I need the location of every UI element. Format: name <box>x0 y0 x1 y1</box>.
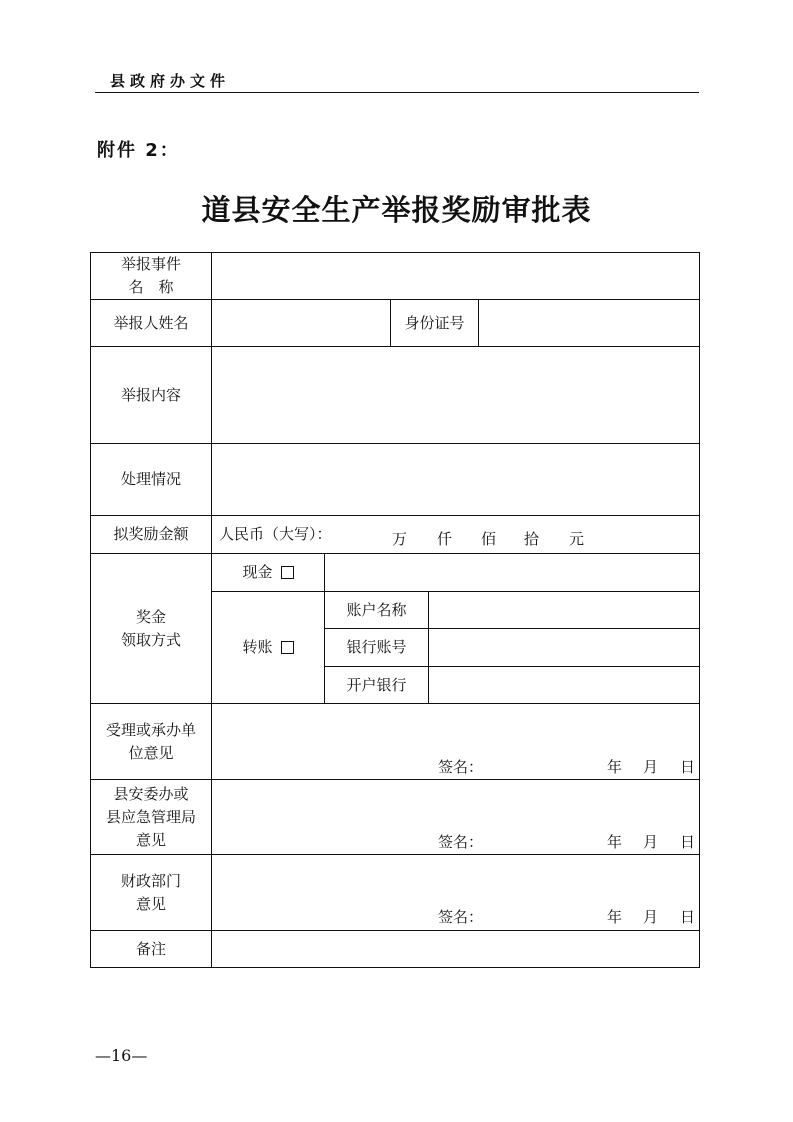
transfer-label: 转账 <box>242 638 273 656</box>
report-content-label: 举报内容 <box>120 385 181 404</box>
acceptance-month: 月 <box>643 758 659 776</box>
finance-label-line1: 财政部门 <box>120 871 181 890</box>
event-name-label-line1: 举报事件 <box>120 255 181 273</box>
method-label <box>91 554 211 703</box>
attachment-label: 附件 2： <box>97 140 180 161</box>
bank-account-label: 银行账号 <box>346 638 407 656</box>
remarks-label: 备注 <box>135 939 166 958</box>
safety-label-line2: 县应急管理局 <box>105 807 196 826</box>
unit-shi: 拾 <box>524 530 540 548</box>
bank-account-field[interactable] <box>429 629 699 666</box>
unit-bai: 佰 <box>481 530 497 548</box>
proposed-amount-label: 拟奖励金额 <box>113 525 189 543</box>
event-name-field[interactable] <box>212 253 699 299</box>
transfer-checkbox[interactable] <box>281 641 294 654</box>
unit-qian: 仟 <box>437 530 453 548</box>
reporter-name-label: 举报人姓名 <box>113 313 189 332</box>
acceptance-sign-label: 签名： <box>438 758 484 776</box>
bank-label: 开户银行 <box>346 675 407 694</box>
unit-yuan: 元 <box>569 530 585 548</box>
finance-year: 年 <box>607 908 623 926</box>
acceptance-day: 日 <box>680 758 696 776</box>
cash-label: 现金 <box>242 563 273 581</box>
acceptance-label-line2: 位意见 <box>128 743 174 762</box>
safety-sign-label: 签名： <box>438 833 484 851</box>
safety-label-line1: 县安委办或 <box>113 784 189 803</box>
page-number: —16— <box>95 1046 148 1065</box>
id-number-field[interactable] <box>479 300 699 346</box>
account-name-label: 账户名称 <box>346 600 407 619</box>
safety-office-opinion-label <box>91 780 211 854</box>
finance-sign-label: 签名： <box>438 908 484 926</box>
event-name-label-line2: 名 称 <box>128 278 174 296</box>
acceptance-year: 年 <box>607 758 623 776</box>
handling-label: 处理情况 <box>120 470 181 488</box>
method-label-line2: 领取方式 <box>120 630 181 649</box>
report-content-field[interactable] <box>212 347 699 443</box>
cash-checkbox[interactable] <box>281 566 294 579</box>
remarks-field[interactable] <box>212 931 699 967</box>
document-header: 县政府办文件 <box>110 72 231 90</box>
method-label-line1: 奖金 <box>135 607 166 626</box>
safety-month: 月 <box>643 833 659 851</box>
finance-day: 日 <box>680 908 696 926</box>
event-name-label <box>91 253 211 299</box>
acceptance-label-line1: 受理或承办单 <box>105 720 196 739</box>
id-number-label: 身份证号 <box>404 313 465 332</box>
header-rule <box>95 92 699 93</box>
safety-day: 日 <box>680 833 696 851</box>
unit-wan: 万 <box>392 530 408 548</box>
form-title: 道县安全生产举报奖励审批表 <box>201 193 592 227</box>
amount-prefix: 人民币（大写）： <box>219 525 332 543</box>
safety-label-line3: 意见 <box>135 830 166 849</box>
finance-label-line2: 意见 <box>135 894 166 913</box>
finance-opinion-label <box>91 855 211 930</box>
handling-field[interactable] <box>212 444 699 515</box>
transfer-option <box>212 592 324 703</box>
acceptance-opinion-label <box>91 704 211 779</box>
reporter-name-field[interactable] <box>212 300 390 346</box>
cash-field[interactable] <box>325 554 699 591</box>
safety-year: 年 <box>607 833 623 851</box>
account-name-field[interactable] <box>429 592 699 628</box>
cash-option <box>212 554 324 591</box>
bank-field[interactable] <box>429 667 699 703</box>
finance-month: 月 <box>643 908 659 926</box>
